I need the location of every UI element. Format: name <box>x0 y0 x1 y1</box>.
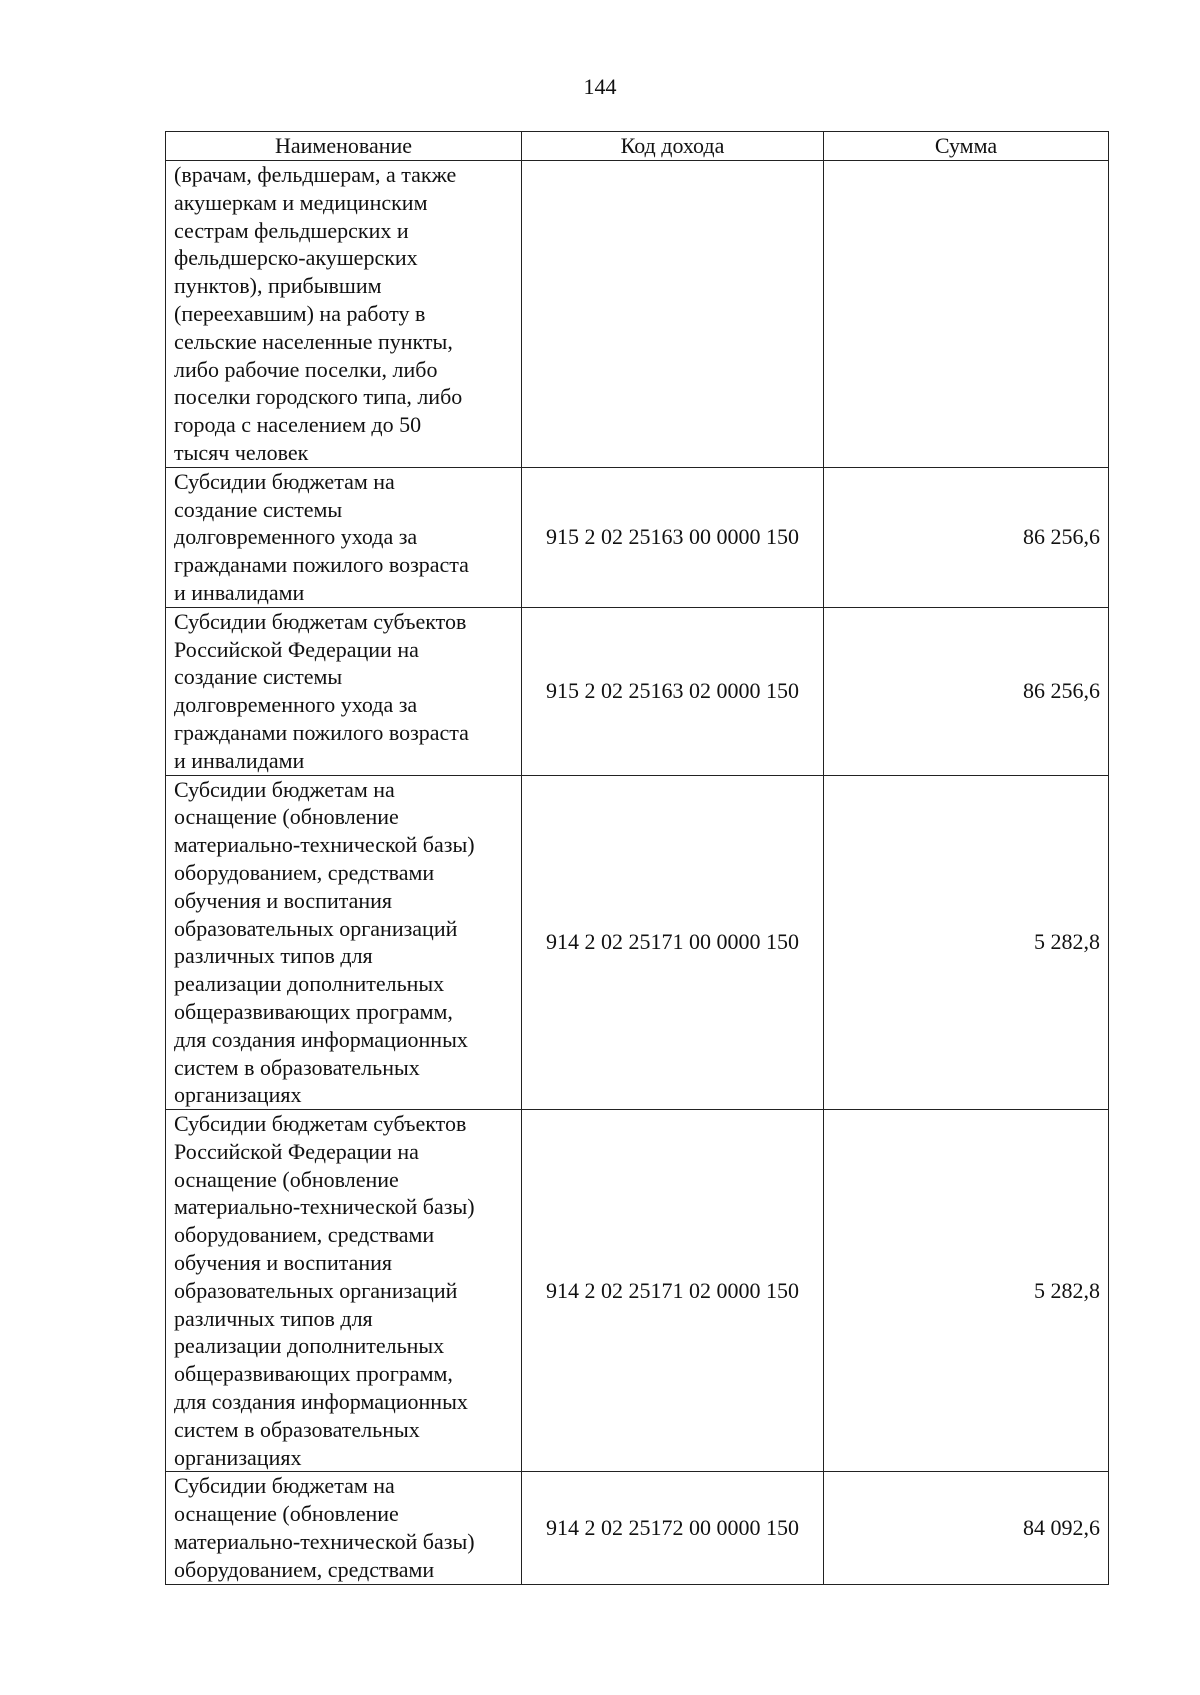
name-line: организациях <box>174 1082 302 1108</box>
name-line: образовательных организаций <box>174 915 458 941</box>
name-line: различных типов для <box>174 943 373 969</box>
name-line: гражданами пожилого возраста <box>174 552 469 578</box>
name-line: и инвалидами <box>174 579 305 605</box>
name-line: для создания информационных <box>174 1389 468 1415</box>
name-line: систем в образовательных <box>174 1416 420 1442</box>
table-row <box>166 1110 1109 1472</box>
name-line: создание системы <box>174 496 343 522</box>
name-line: Субсидии бюджетам субъектов <box>174 608 467 634</box>
name-line: образовательных организаций <box>174 1277 458 1303</box>
name-line: оборудованием, средствами <box>174 1222 435 1248</box>
cell-code: 914 2 02 25171 00 0000 150 <box>522 775 824 1110</box>
cell-name <box>166 1110 522 1472</box>
name-line: Субсидии бюджетам на <box>174 1473 395 1499</box>
column-header-name: Наименование <box>166 132 522 161</box>
name-line: Субсидии бюджетам субъектов <box>174 1111 467 1137</box>
cell-sum <box>824 161 1109 468</box>
name-line: сестрам фельдшерских и <box>174 217 409 243</box>
name-line: поселки городского типа, либо <box>174 384 463 410</box>
name-line: материально-технической базы) <box>174 832 475 858</box>
cell-sum: 86 256,6 <box>824 467 1109 607</box>
cell-sum: 84 092,6 <box>824 1472 1109 1584</box>
name-line: тысяч человек <box>174 439 309 465</box>
table-row <box>166 1472 1109 1584</box>
cell-code <box>522 161 824 468</box>
table-row <box>166 775 1109 1110</box>
name-line: фельдшерско-акушерских <box>174 245 418 271</box>
name-line: оборудованием, средствами <box>174 859 435 885</box>
cell-name <box>166 775 522 1110</box>
cell-name <box>166 161 522 468</box>
table-row <box>166 161 1109 468</box>
cell-name <box>166 467 522 607</box>
name-line: оснащение (обновление <box>174 1166 399 1192</box>
name-line: долговременного ухода за <box>174 524 418 550</box>
name-line: гражданами пожилого возраста <box>174 719 469 745</box>
revenue-table <box>165 131 1109 1585</box>
cell-sum: 5 282,8 <box>824 775 1109 1110</box>
name-line: (врачам, фельдшерам, а также <box>174 162 457 187</box>
name-line: создание системы <box>174 664 343 690</box>
name-line: оснащение (обновление <box>174 1501 399 1527</box>
name-line: Субсидии бюджетам на <box>174 468 395 494</box>
name-line: Российской Федерации на <box>174 636 419 662</box>
name-line: пунктов), прибывшим <box>174 273 382 299</box>
name-line: обучения и воспитания <box>174 887 393 913</box>
name-line: для создания информационных <box>174 1026 468 1052</box>
name-line: акушеркам и медицинским <box>174 189 428 215</box>
name-line: (переехавшим) на работу в <box>174 300 426 326</box>
name-line: Российской Федерации на <box>174 1138 419 1164</box>
name-line: оборудованием, средствами <box>174 1556 435 1582</box>
name-line: общеразвивающих программ, <box>174 1361 453 1387</box>
name-line: различных типов для <box>174 1305 373 1331</box>
column-header-code: Код дохода <box>522 132 824 161</box>
cell-sum: 5 282,8 <box>824 1110 1109 1472</box>
name-line: организациях <box>174 1444 302 1470</box>
name-line: долговременного ухода за <box>174 692 418 718</box>
page-number: 144 <box>583 74 617 99</box>
name-line: систем в образовательных <box>174 1054 420 1080</box>
cell-name <box>166 607 522 775</box>
name-line: либо рабочие поселки, либо <box>174 356 438 382</box>
column-header-sum: Сумма <box>824 132 1109 161</box>
table-row <box>166 467 1109 607</box>
table-row <box>166 607 1109 775</box>
name-line: города с населением до 50 <box>174 412 422 438</box>
name-line: материально-технической базы) <box>174 1529 475 1555</box>
name-line: Субсидии бюджетам на <box>174 776 395 802</box>
table-body <box>166 161 1109 1585</box>
name-line: общеразвивающих программ, <box>174 998 453 1024</box>
name-line: оснащение (обновление <box>174 804 399 830</box>
cell-code: 914 2 02 25171 02 0000 150 <box>522 1110 824 1472</box>
cell-name <box>166 1472 522 1584</box>
cell-code: 915 2 02 25163 00 0000 150 <box>522 467 824 607</box>
cell-code: 914 2 02 25172 00 0000 150 <box>522 1472 824 1584</box>
table-header-row <box>166 132 1109 161</box>
name-line: реализации дополнительных <box>174 971 445 997</box>
name-line: обучения и воспитания <box>174 1250 393 1276</box>
cell-code: 915 2 02 25163 02 0000 150 <box>522 607 824 775</box>
name-line: сельские населенные пункты, <box>174 328 453 354</box>
name-line: реализации дополнительных <box>174 1333 445 1359</box>
name-line: и инвалидами <box>174 747 305 773</box>
cell-sum: 86 256,6 <box>824 607 1109 775</box>
name-line: материально-технической базы) <box>174 1194 475 1220</box>
